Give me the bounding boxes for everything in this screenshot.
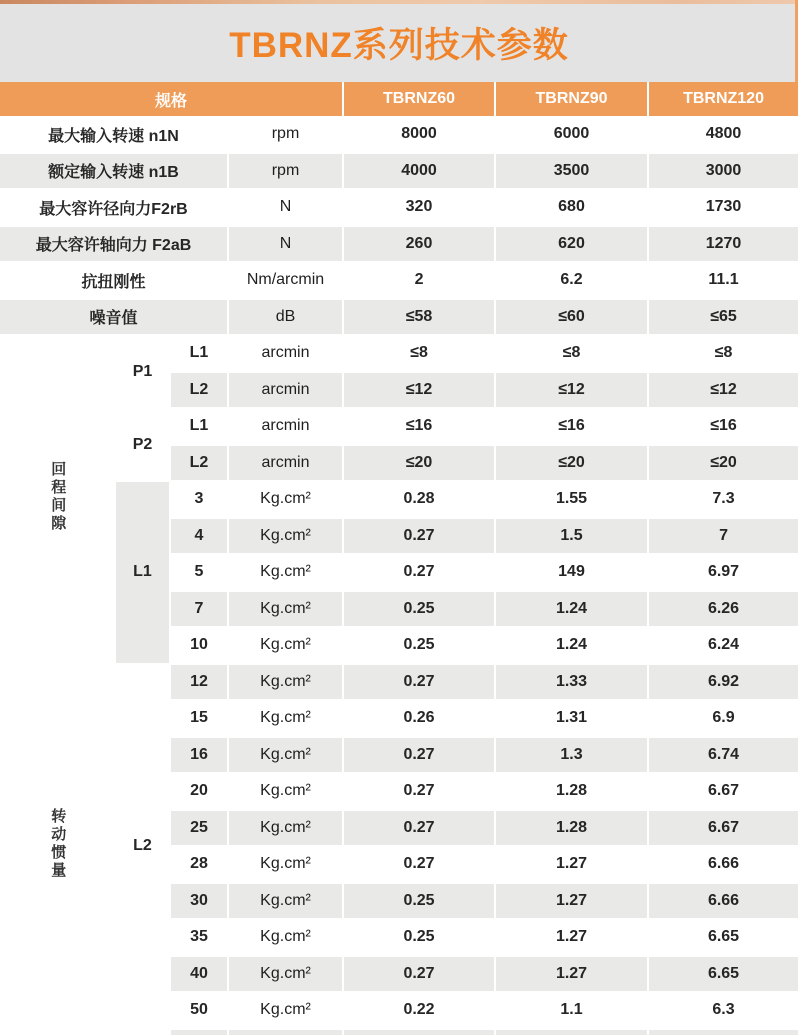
value-cell: ≤12	[648, 372, 798, 409]
page-title: TBRNZ系列技术参数	[229, 26, 569, 65]
unit-cell: arcmin	[228, 408, 343, 445]
section-label: 回程间隙	[49, 460, 67, 533]
unit-cell: Kg.cm²	[228, 518, 343, 555]
unit-cell: rpm	[228, 116, 343, 153]
sub-key-cell: 30	[170, 883, 228, 920]
value-cell: 1.33	[495, 664, 648, 701]
value-cell: 1.24	[495, 627, 648, 664]
unit-cell: Kg.cm²	[228, 700, 343, 737]
value-cell: 0.25	[343, 883, 495, 920]
sub-key-cell: 40	[170, 956, 228, 993]
value-cell: 0.27	[343, 664, 495, 701]
value-cell: 6.9	[648, 700, 798, 737]
value-cell: 0.25	[343, 627, 495, 664]
value-cell: 0.27	[343, 518, 495, 555]
value-cell: ≤8	[648, 335, 798, 372]
sub-key-cell: L1	[170, 335, 228, 372]
value-cell: 620	[495, 226, 648, 263]
unit-cell: Kg.cm²	[228, 956, 343, 993]
spec-column-header: 规格	[0, 82, 343, 116]
group-key-cell: P1	[115, 335, 170, 408]
unit-cell: rpm	[228, 153, 343, 190]
unit-cell: Kg.cm²	[228, 846, 343, 883]
spec-label: 最大容许径向力F2rB	[0, 189, 228, 226]
sub-key-cell: 10	[170, 627, 228, 664]
unit-cell: arcmin	[228, 335, 343, 372]
value-cell: 0.27	[343, 773, 495, 810]
table-row	[0, 262, 798, 299]
group-key-cell: L1	[115, 481, 170, 664]
value-cell: 6.92	[648, 664, 798, 701]
value-cell: 1.28	[495, 810, 648, 847]
value-cell: 0.26	[343, 700, 495, 737]
value-cell: 6.67	[648, 810, 798, 847]
sub-key-cell: 15	[170, 700, 228, 737]
value-cell: ≤8	[343, 335, 495, 372]
value-cell: ≤12	[495, 372, 648, 409]
table-header-row	[0, 82, 798, 116]
unit-cell: Kg.cm²	[228, 919, 343, 956]
sub-key-cell: 4	[170, 518, 228, 555]
table-row	[0, 153, 798, 190]
table-row	[0, 408, 798, 445]
sub-key-cell: L2	[170, 372, 228, 409]
sub-key-cell: 50	[170, 992, 228, 1029]
unit-cell: Kg.cm²	[228, 737, 343, 774]
value-cell: 6.65	[648, 956, 798, 993]
value-cell: ≤16	[343, 408, 495, 445]
value-cell: 260	[343, 226, 495, 263]
value-cell: 680	[495, 189, 648, 226]
group-key-cell: L2	[115, 664, 170, 1029]
value-cell: 6.74	[648, 737, 798, 774]
value-cell: 6.2	[495, 262, 648, 299]
value-cell: 7	[648, 518, 798, 555]
unit-cell: Kg.cm²	[228, 883, 343, 920]
value-cell: 1.27	[495, 846, 648, 883]
value-cell: ≤16	[495, 408, 648, 445]
value-cell: 0.25	[343, 919, 495, 956]
value-cell: 6.24	[648, 627, 798, 664]
empty-cell	[0, 1029, 115, 1035]
unit-cell: dB	[228, 299, 343, 336]
sub-key-cell: 28	[170, 846, 228, 883]
value-cell: 1.5	[495, 518, 648, 555]
table-body	[0, 116, 798, 1035]
value-cell: ≤20	[495, 445, 648, 482]
sub-key-cell	[170, 1029, 228, 1035]
value-cell: 8000	[343, 116, 495, 153]
spec-table	[0, 82, 798, 1035]
sub-key-cell: 5	[170, 554, 228, 591]
value-cell: ≤16	[648, 408, 798, 445]
unit-cell: arcmin	[228, 372, 343, 409]
value-cell: 6.65	[648, 919, 798, 956]
value-cell: 0.27	[343, 810, 495, 847]
spec-label: 抗扭刚性	[0, 262, 228, 299]
value-cell: 3500	[495, 153, 648, 190]
value-cell: 6000	[495, 116, 648, 153]
table-row	[0, 299, 798, 336]
value-cell: 6.66	[648, 883, 798, 920]
value-cell: 0.27	[343, 737, 495, 774]
unit-cell: Kg.cm²	[228, 627, 343, 664]
value-cell: 4800	[648, 116, 798, 153]
value-cell: 1.27	[495, 956, 648, 993]
unit-cell: Kg.cm²	[228, 992, 343, 1029]
section-cell-inertia	[0, 664, 115, 1029]
unit-cell: arcmin	[228, 445, 343, 482]
value-cell: 6.66	[648, 846, 798, 883]
value-cell: 0.28	[343, 481, 495, 518]
spec-label: 噪音值	[0, 299, 228, 336]
group-key-cell: P2	[115, 408, 170, 481]
value-cell	[495, 1029, 648, 1035]
value-cell: 0.27	[343, 554, 495, 591]
title-bar	[0, 4, 798, 82]
value-cell: 3000	[648, 153, 798, 190]
value-cell: 1.1	[495, 992, 648, 1029]
value-cell	[343, 1029, 495, 1035]
value-cell: 1.24	[495, 591, 648, 628]
value-cell: 6.26	[648, 591, 798, 628]
value-cell: 6.97	[648, 554, 798, 591]
spec-label: 最大容许轴向力 F2aB	[0, 226, 228, 263]
value-cell: 0.27	[343, 846, 495, 883]
table-row	[0, 116, 798, 153]
value-cell: ≤20	[648, 445, 798, 482]
unit-cell: Kg.cm²	[228, 664, 343, 701]
model-column-header: TBRNZ60	[343, 82, 495, 116]
unit-cell: Kg.cm²	[228, 481, 343, 518]
value-cell: 6.67	[648, 773, 798, 810]
unit-cell: Kg.cm²	[228, 591, 343, 628]
model-column-header: TBRNZ90	[495, 82, 648, 116]
table-row	[0, 335, 798, 372]
sub-key-cell: 25	[170, 810, 228, 847]
sub-key-cell: L1	[170, 408, 228, 445]
empty-cell	[115, 1029, 170, 1035]
value-cell: 1.27	[495, 919, 648, 956]
value-cell: 1.27	[495, 883, 648, 920]
value-cell: 149	[495, 554, 648, 591]
section-label: 转动惯量	[49, 807, 67, 880]
value-cell	[648, 1029, 798, 1035]
value-cell: 1270	[648, 226, 798, 263]
value-cell: ≤8	[495, 335, 648, 372]
sub-key-cell: 16	[170, 737, 228, 774]
value-cell: 0.25	[343, 591, 495, 628]
value-cell: 1.3	[495, 737, 648, 774]
value-cell: 11.1	[648, 262, 798, 299]
unit-cell	[228, 1029, 343, 1035]
table-row	[0, 664, 798, 701]
unit-cell: Nm/arcmin	[228, 262, 343, 299]
value-cell: 0.22	[343, 992, 495, 1029]
unit-cell: Kg.cm²	[228, 773, 343, 810]
unit-cell: Kg.cm²	[228, 554, 343, 591]
value-cell: ≤65	[648, 299, 798, 336]
value-cell: 6.3	[648, 992, 798, 1029]
value-cell: 320	[343, 189, 495, 226]
table-row	[0, 189, 798, 226]
model-column-header: TBRNZ120	[648, 82, 798, 116]
value-cell: 1.31	[495, 700, 648, 737]
spec-label: 额定输入转速 n1B	[0, 153, 228, 190]
section-cell-backlash	[0, 335, 115, 664]
sub-key-cell: 7	[170, 591, 228, 628]
unit-cell: N	[228, 226, 343, 263]
value-cell: 1730	[648, 189, 798, 226]
value-cell: 0.27	[343, 956, 495, 993]
table-row	[0, 1029, 798, 1035]
value-cell: ≤20	[343, 445, 495, 482]
sub-key-cell: 3	[170, 481, 228, 518]
table-row	[0, 481, 798, 518]
value-cell: ≤12	[343, 372, 495, 409]
sub-key-cell: 35	[170, 919, 228, 956]
table-row	[0, 226, 798, 263]
value-cell: ≤60	[495, 299, 648, 336]
unit-cell: Kg.cm²	[228, 810, 343, 847]
value-cell: 7.3	[648, 481, 798, 518]
value-cell: 1.55	[495, 481, 648, 518]
sub-key-cell: 12	[170, 664, 228, 701]
value-cell: 1.28	[495, 773, 648, 810]
spec-label: 最大输入转速 n1N	[0, 116, 228, 153]
value-cell: 4000	[343, 153, 495, 190]
sub-key-cell: L2	[170, 445, 228, 482]
unit-cell: N	[228, 189, 343, 226]
value-cell: ≤58	[343, 299, 495, 336]
value-cell: 2	[343, 262, 495, 299]
sub-key-cell: 20	[170, 773, 228, 810]
